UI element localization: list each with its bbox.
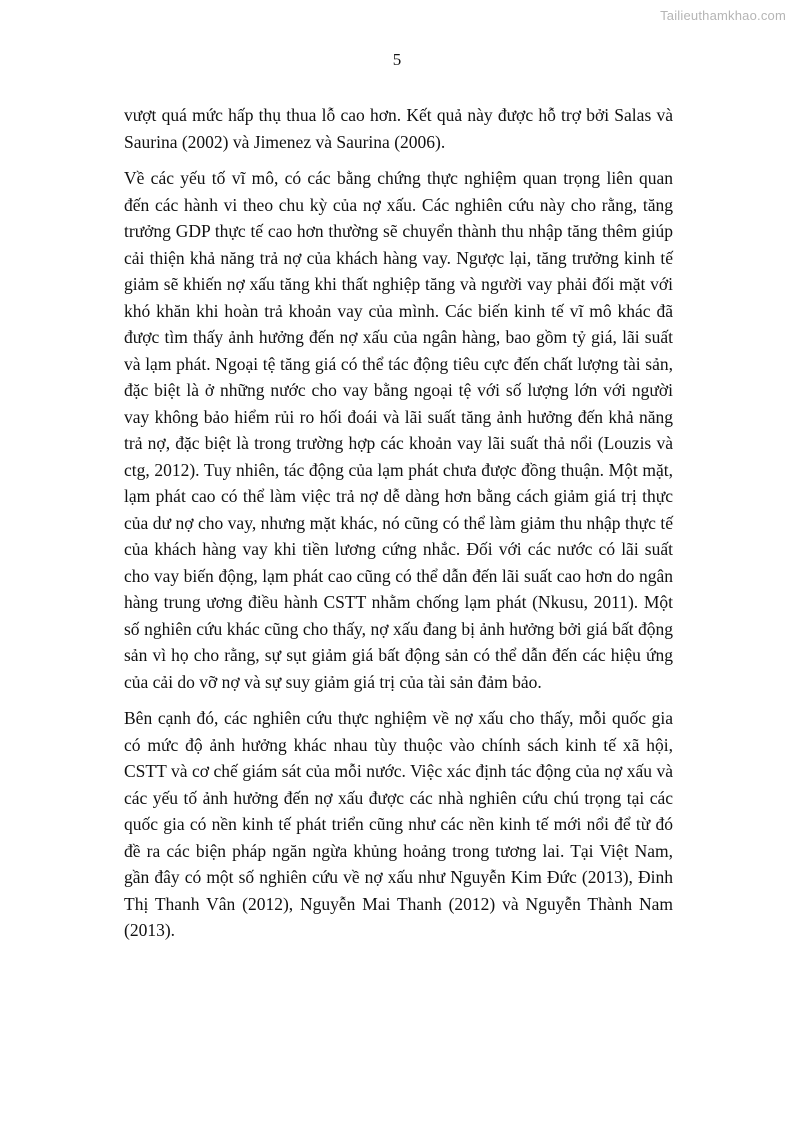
paragraph-macro-factors: Về các yếu tố vĩ mô, có các bằng chứng thực nghiệm quan trọng liên quan đến các hành vi theo chu kỳ của nợ xấu. Các nghiên cứu này cho rằng, tăng trưởng GDP thực tế cao hơn thường sẽ chuyển thành thu nhập tăng thêm giúp cải thiện khả năng trả nợ của khách hàng vay. Ngược lại, tăng trưởng kinh tế giảm sẽ khiến nợ xấu tăng khi thất nghiệp tăng và người vay phải đối mặt với khó khăn khi hoàn trả khoản vay của mình. Các biến kinh tế vĩ mô khác đã được tìm thấy ảnh hưởng đến nợ xấu của ngân hàng, bao gồm tỷ giá, lãi suất và lạm phát. Ngoại tệ tăng giá có thể tác động tiêu cực đến chất lượng tài sản, đặc biệt là ở những nước cho vay bằng ngoại tệ với số lượng lớn với người vay không bảo hiểm rủi ro hối đoái và lãi suất tăng ảnh hưởng đến khả năng trả nợ, đặc biệt là trong trường hợp các khoản vay lãi suất thả nổi (Louzis và ctg, 2012). Tuy nhiên, tác động của lạm phát chưa được đồng thuận. Một mặt, lạm phát cao có thể làm việc trả nợ dễ dàng hơn bằng cách giảm giá trị thực của dư nợ cho vay, nhưng mặt khác, nó cũng có thể làm giảm thu nhập thực tế của khách hàng vay khi tiền lương cứng nhắc. Đối với các nước có lãi suất cho vay biến động, lạm phát cao cũng có thể dẫn đến lãi suất cao hơn do ngân hàng trung ương điều hành CSTT nhằm chống lạm phát (Nkusu, 2011). Một số nghiên cứu khác cũng cho thấy, nợ xấu đang bị ảnh hưởng bởi giá bất động sản vì họ cho rằng, sự sụt giảm giá bất động sản có thể dẫn đến các hiệu ứng của cải do vỡ nợ và sự suy giảm giá trị của tài sản đảm bảo. <box>124 168 673 692</box>
paragraph-continuation: vượt quá mức hấp thụ thua lỗ cao hơn. Kết quả này được hỗ trợ bởi Salas và Saurina (2002) và Jimenez và Saurina (2006). <box>124 105 673 152</box>
document-body <box>124 102 673 954</box>
page-number: 5 <box>392 50 402 69</box>
paragraph-empirical-studies: Bên cạnh đó, các nghiên cứu thực nghiệm về nợ xấu cho thấy, mỗi quốc gia có mức độ ảnh hưởng khác nhau tùy thuộc vào chính sách kinh tế xã hội, CSTT và cơ chế giám sát của mỗi nước. Việc xác định tác động của nợ xấu và các yếu tố ảnh hưởng đến nợ xấu được các nhà nghiên cứu chú trọng tại các quốc gia có nền kinh tế phát triển cũng như các nền kinh tế mới nổi để từ đó đề ra các biện pháp ngăn ngừa khủng hoảng trong tương lai. Tại Việt Nam, gần đây có một số nghiên cứu về nợ xấu như Nguyễn Kim Đức (2013), Đinh Thị Thanh Vân (2012), Nguyễn Mai Thanh (2012) và Nguyễn Thành Nam (2013). <box>124 708 673 940</box>
watermark-text: Tailieuthamkhao.com <box>660 8 786 23</box>
